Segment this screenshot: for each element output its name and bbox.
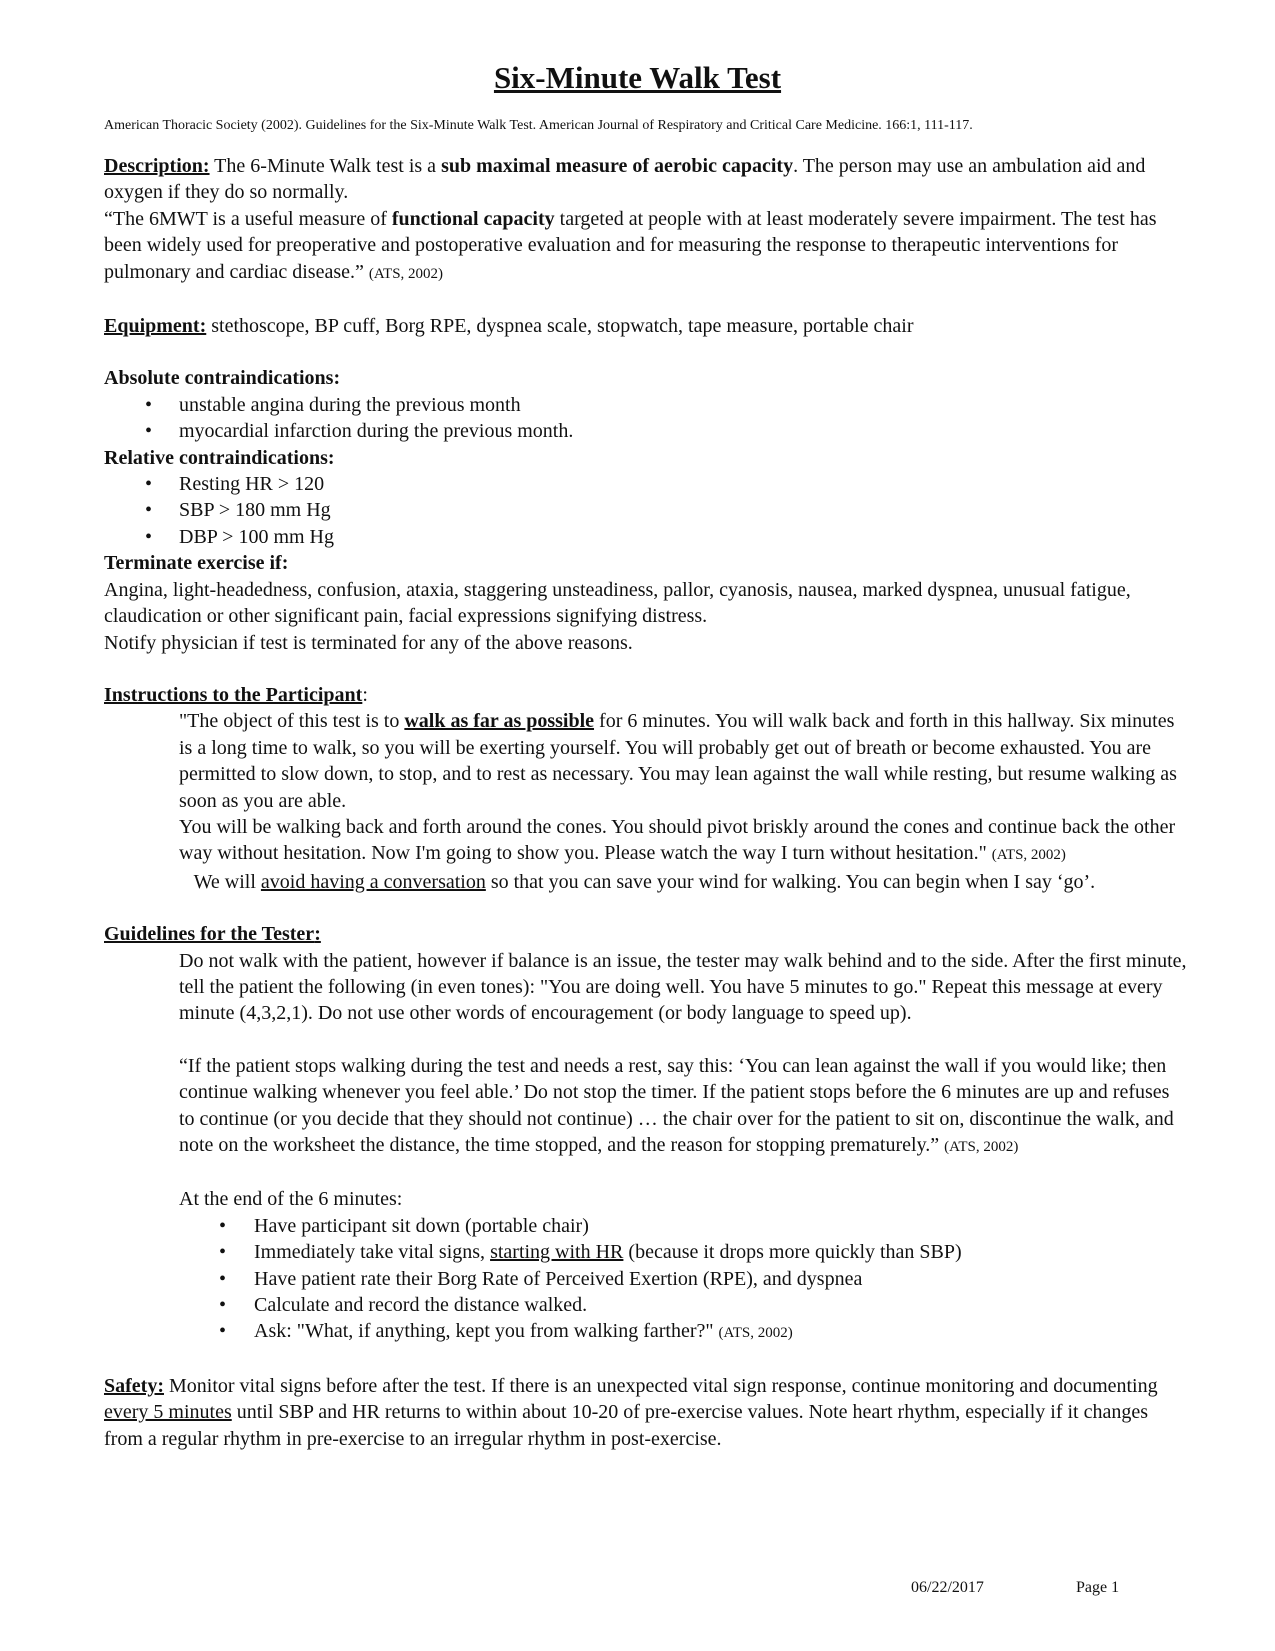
safety-text-2: until SBP and HR returns to within about 10-20 of pre-exercise values. Note heart rhythm, especially if it changes from a regular rhythm in pre-exercise to an irregular rhythm in post-exercise. xyxy=(104,1401,1149,1450)
list-item-underline: starting with HR xyxy=(490,1241,624,1264)
description-text-1: The 6-Minute Walk test is a xyxy=(209,155,442,177)
instructions-underline: avoid having a conversation xyxy=(260,870,486,893)
spacer xyxy=(104,339,1189,365)
list-item-text: Ask: "What, if anything, kept you from walking farther?" xyxy=(254,1320,719,1343)
description-quote-emphasis: functional capacity xyxy=(391,207,555,230)
list-item: • DBP > 100 mm Hg xyxy=(104,524,1189,550)
citation: American Thoracic Society (2002). Guidelines for the Six-Minute Walk Test. American Journal of Respiratory and Critical Care Medicine. 166:1, 111-117. xyxy=(104,118,973,133)
footer-date: 06/22/2017 xyxy=(911,1579,984,1596)
safety-paragraph xyxy=(104,1373,1189,1452)
description-quote-1: “The 6MWT is a useful measure of xyxy=(104,207,392,230)
list-item xyxy=(104,1318,1189,1346)
description-heading: Description: xyxy=(104,155,210,177)
instructions-paragraph-2 xyxy=(179,814,1189,895)
document-body xyxy=(104,153,1189,1452)
spacer xyxy=(104,895,1189,921)
spacer xyxy=(104,1160,1189,1186)
list-item-text: Immediately take vital signs, xyxy=(254,1241,491,1264)
instructions-text-2c: so that you can save your wind for walking. You can begin when I say ‘go’. xyxy=(485,870,1096,893)
instructions-text-2b: We will xyxy=(179,870,261,893)
list-item: • myocardial infarction during the previous month. xyxy=(104,418,1189,444)
spacer xyxy=(104,287,1189,313)
terminate-notify: Notify physician if test is terminated for any of the above reasons. xyxy=(104,631,633,654)
list-item: • unstable angina during the previous month xyxy=(104,392,1189,418)
description-quote-2: targeted at people with at least moderately severe impairment. The test has been widely used for preoperative and postoperative evaluation and for measuring the response to therapeutic interventions for pulmonary and cardiac disease.” xyxy=(104,207,1157,283)
instructions-paragraph-1 xyxy=(179,708,1189,814)
absolute-heading: Absolute contraindications: xyxy=(104,367,341,390)
list-item: • SBP > 180 mm Hg xyxy=(104,497,1189,523)
instructions-emphasis: walk as far as possible xyxy=(404,710,595,733)
end-of-test-list xyxy=(104,1213,1189,1347)
instructions-colon: : xyxy=(362,683,368,706)
equipment-paragraph xyxy=(104,313,1189,339)
page-title: Six-Minute Walk Test xyxy=(493,60,782,95)
guidelines-paragraph-2 xyxy=(179,1053,1189,1161)
description-cite: (ATS, 2002) xyxy=(368,265,444,282)
instructions-text-1a: "The object of this test is to xyxy=(179,710,405,733)
safety-text-1: Monitor vital signs before after the test. If there is an unexpected vital sign response, continue monitoring and documenting xyxy=(163,1374,1158,1397)
description-paragraph xyxy=(104,153,1189,206)
safety-underline: every 5 minutes xyxy=(104,1401,232,1424)
list-item-text: (because it drops more quickly than SBP) xyxy=(623,1241,962,1264)
relative-list xyxy=(104,471,1189,550)
description-emphasis: sub maximal measure of aerobic capacity xyxy=(441,155,794,177)
list-item: • Have participant sit down (portable chair) xyxy=(104,1213,1189,1239)
list-item xyxy=(104,1239,1189,1265)
list-item: • Resting HR > 120 xyxy=(104,471,1189,497)
description-text-2: . The person may use an ambulation aid and oxygen if they do so normally. xyxy=(104,155,1146,204)
equipment-heading: Equipment: xyxy=(104,315,207,338)
safety-heading: Safety: xyxy=(104,1374,164,1397)
instructions-text-1c: for 6 minutes. You will walk back and forth in this hallway. Six minutes is a long time to walk, so you will be exerting yourself. You will probably get out of breath or become exhausted. You are permitted to slow down, to stop, and to rest as necessary. You may lean against the wall while resting, but resume walking as soon as you are able. xyxy=(179,710,1177,812)
guidelines-cite: (ATS, 2002) xyxy=(944,1139,1019,1155)
terminate-heading: Terminate exercise if: xyxy=(104,552,289,575)
list-item: • Have patient rate their Borg Rate of Perceived Exertion (RPE), and dyspnea xyxy=(104,1266,1189,1292)
guidelines-text-2: “If the patient stops walking during the test and needs a rest, say this: ‘You can lean against the wall if you would like; then continue walking whenever you feel able.’ Do not stop the timer. If the patient stops before the 6 minutes are up and refuses to continue (or you decide that they should not continue) … the chair over for the patient to sit on, discontinue the walk, and note on the worksheet the distance, the time stopped, and the reason for stopping prematurely.” xyxy=(179,1054,1174,1156)
footer-page-number: Page 1 xyxy=(1076,1579,1120,1596)
spacer xyxy=(104,1347,1189,1373)
guidelines-end-intro: At the end of the 6 minutes: xyxy=(179,1188,403,1211)
instructions-cite: (ATS, 2002) xyxy=(991,847,1066,864)
guidelines-heading-line xyxy=(104,921,1189,947)
terminate-text: Angina, light-headedness, confusion, ataxia, staggering unsteadiness, pallor, cyanosis, nausea, marked dyspnea, unusual fatigue, claudication or other significant pain, facial expressions signifying distress. xyxy=(104,578,1131,628)
guidelines-paragraph-1: Do not walk with the patient, however if balance is an issue, the tester may walk behind and to the side. After the first minute, tell the patient the following (in even tones): "You are doing well. You have 5 minutes to go." Repeat this message at every minute (4,3,2,1). Do not use other words of encouragement (or body language to speed up). xyxy=(179,949,1187,1025)
instructions-text-2a: You will be walking back and forth around the cones. You should pivot briskly around the cones and continue back the other way without hesitation. Now I'm going to show you. Please watch the way I turn without hesitation." xyxy=(179,815,1176,865)
spacer xyxy=(104,656,1189,682)
absolute-list xyxy=(104,392,1189,445)
relative-heading: Relative contraindications: xyxy=(104,446,335,469)
list-item-cite: (ATS, 2002) xyxy=(718,1325,793,1342)
equipment-text: stethoscope, BP cuff, Borg RPE, dyspnea scale, stopwatch, tape measure, portable chair xyxy=(206,315,914,338)
list-item: • Calculate and record the distance walked. xyxy=(104,1292,1189,1318)
instructions-heading: Instructions to the Participant xyxy=(104,683,363,706)
instructions-heading-line xyxy=(104,682,1189,708)
guidelines-heading: Guidelines for the Tester xyxy=(104,923,315,946)
description-quote xyxy=(104,206,1189,287)
guidelines-colon: : xyxy=(314,923,321,946)
spacer xyxy=(104,1027,1189,1053)
